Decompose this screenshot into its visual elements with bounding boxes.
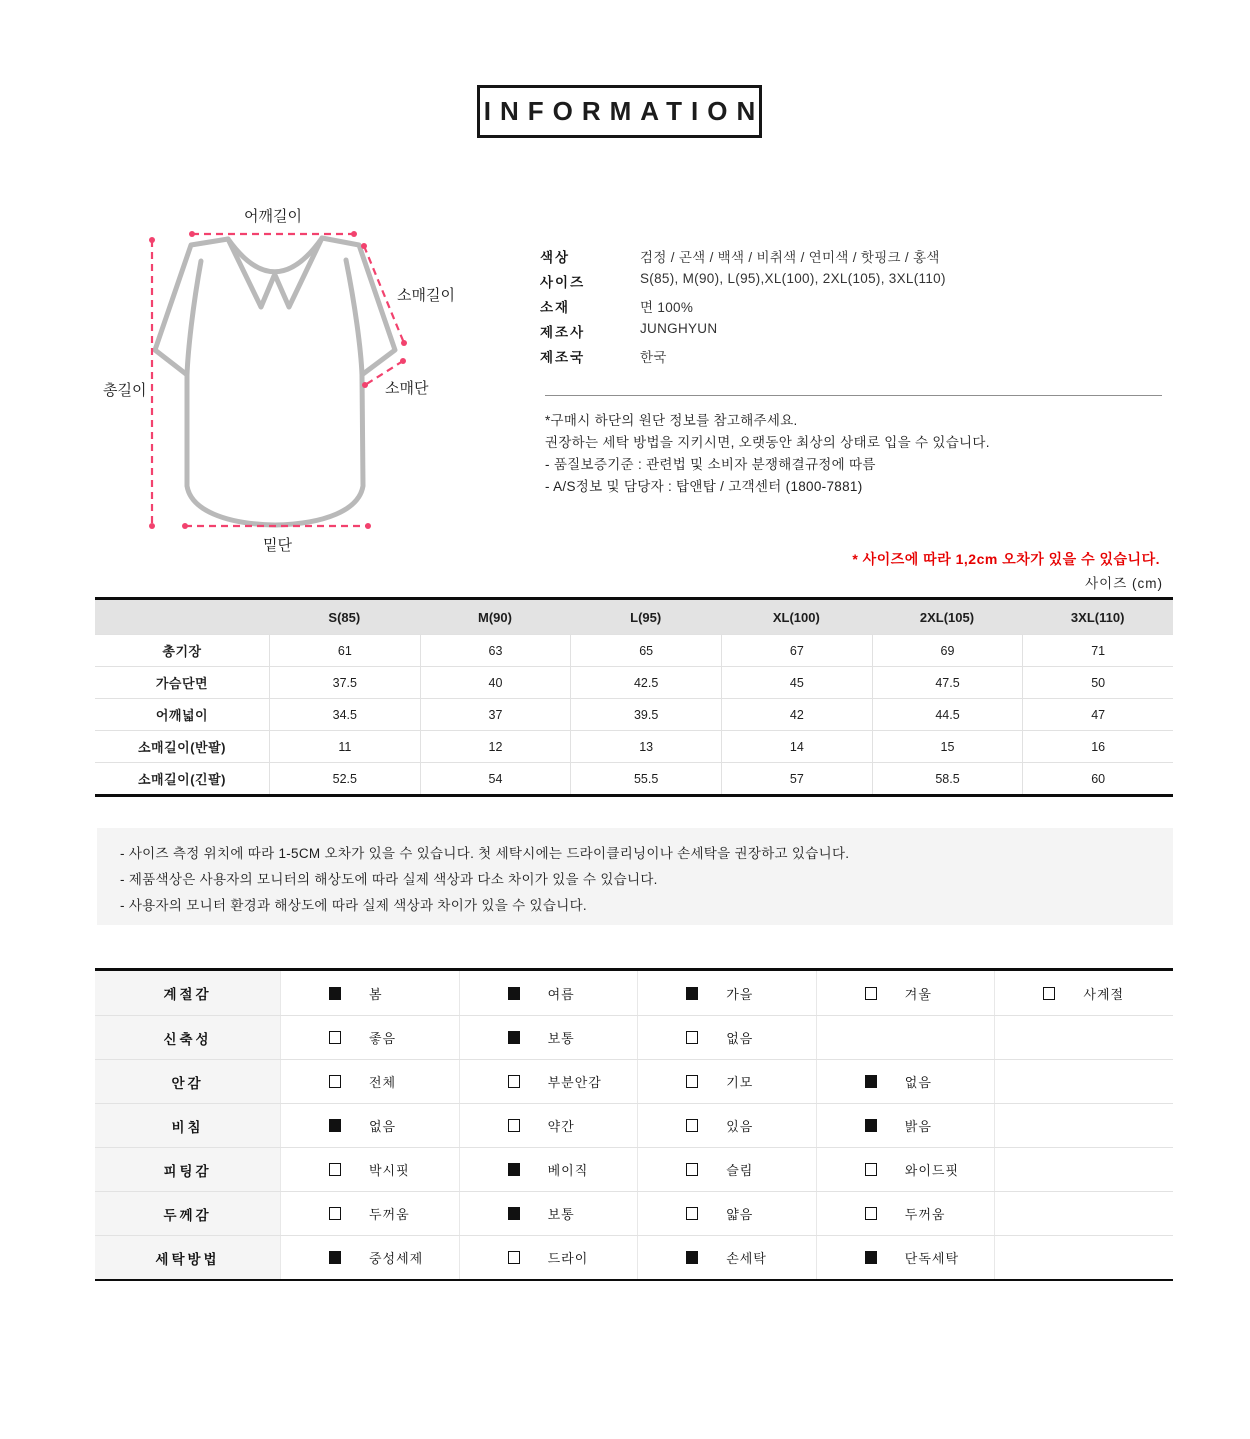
checkbox-unchecked-icon: [329, 1075, 341, 1088]
size-col-header: 3XL(110): [1070, 609, 1125, 625]
attribute-option-cell: [994, 971, 1173, 1015]
attribute-option-label: 사계절: [1083, 986, 1125, 1002]
size-cell-value: 11: [269, 731, 420, 762]
checkbox-unchecked-icon: [865, 1163, 877, 1176]
size-table-row: [95, 634, 1173, 666]
size-cell-value: 69: [872, 635, 1023, 666]
checkbox-unchecked-icon: [686, 1031, 698, 1044]
attribute-option-label: 단독세탁: [904, 1251, 960, 1266]
checkbox-unchecked-icon: [1043, 987, 1055, 1000]
size-table-row: [95, 666, 1173, 698]
size-cell-value: 40: [420, 667, 571, 698]
checkbox-unchecked-icon: [508, 1251, 520, 1264]
size-tolerance-warning: * 사이즈에 따라 1,2cm 오차가 있을 수 있습니다.: [852, 551, 1160, 567]
checkbox-checked-icon: [865, 1251, 877, 1264]
size-cell-value: 34.5: [269, 699, 420, 730]
attribute-option-label: 부분안감: [547, 1075, 602, 1090]
attribute-option-cell: [280, 1016, 459, 1059]
size-cell-value: 42: [721, 699, 872, 730]
size-col-header: XL(100): [772, 609, 820, 625]
checkbox-checked-icon: [508, 987, 520, 1000]
attribute-option-cell: [459, 1104, 638, 1147]
purchase-note-line: - A/S정보 및 담당자 : 탑앤탑 / 고객센터 (1800-7881): [545, 479, 863, 494]
sleeve-cuff-label: 소매단: [385, 380, 429, 397]
size-cell-value: 47: [1022, 699, 1173, 730]
attribute-option-label: 없음: [904, 1075, 932, 1090]
attribute-option-label: 봄: [369, 986, 383, 1002]
product-info-label: 사이즈: [540, 275, 586, 290]
notice-line: - 사용자의 모니터 환경과 해상도에 따라 실제 색상과 차이가 있을 수 있습니다.: [120, 898, 587, 913]
attribute-option-cell: [816, 1016, 995, 1059]
product-info-row: [540, 346, 1170, 371]
attribute-option-cell: [637, 1104, 816, 1147]
checkbox-checked-icon: [329, 987, 341, 1000]
checkbox-checked-icon: [508, 1207, 520, 1220]
purchase-note-line: - 품질보증기준 : 관련법 및 소비자 분쟁해결규정에 따름: [545, 457, 876, 472]
size-table-body: [95, 634, 1173, 794]
attribute-option-label: 없음: [726, 1031, 754, 1046]
attribute-option-cell: [994, 1060, 1173, 1103]
size-cell-value: 52.5: [269, 763, 420, 794]
size-col-header-empty: [95, 600, 269, 634]
attribute-row: [95, 1015, 1173, 1059]
attribute-option-cell: [280, 971, 459, 1015]
size-col-header: L(95): [630, 609, 662, 625]
attribute-option-cell: [280, 1148, 459, 1191]
product-info-label: 제조사: [540, 325, 586, 340]
checkbox-unchecked-icon: [686, 1075, 698, 1088]
attribute-option-cell: [994, 1236, 1173, 1279]
checkbox-unchecked-icon: [865, 1207, 877, 1220]
attribute-option-cell: [637, 1148, 816, 1191]
product-info-row: [540, 296, 1170, 321]
attribute-option-label: 보통: [547, 1207, 575, 1222]
attribute-row: [95, 1059, 1173, 1103]
attribute-option-label: 베이직: [547, 1163, 589, 1178]
product-info-value: S(85), M(90), L(95),XL(100), 2XL(105), 3XL(110): [640, 271, 946, 286]
size-table-row: [95, 730, 1173, 762]
product-info-row: [540, 321, 1170, 346]
size-col-header: M(90): [478, 609, 512, 625]
attribute-option-cell: [459, 1016, 638, 1059]
notice-line: - 사이즈 측정 위치에 따라 1-5CM 오차가 있을 수 있습니다. 첫 세탁시에는 드라이클리닝이나 손세탁을 권장하고 있습니다.: [120, 846, 850, 861]
product-info-label: 소재: [540, 300, 571, 315]
attribute-row-label: 안감: [95, 1060, 280, 1103]
purchase-note-line: *구매시 하단의 원단 정보를 참고해주세요.: [545, 413, 798, 428]
size-cell-value: 14: [721, 731, 872, 762]
attribute-option-label: 기모: [726, 1075, 754, 1090]
attribute-row: [95, 971, 1173, 1015]
checkbox-checked-icon: [508, 1163, 520, 1176]
checkbox-checked-icon: [329, 1251, 341, 1264]
size-table-row: [95, 698, 1173, 730]
size-row-label: 어깨넓이: [155, 708, 209, 723]
attribute-option-label: 얇음: [726, 1207, 754, 1222]
attribute-option-cell: [994, 1148, 1173, 1191]
product-info-label: 색상: [540, 250, 571, 265]
size-cell-value: 55.5: [570, 763, 721, 794]
checkbox-checked-icon: [865, 1119, 877, 1132]
attribute-option-label: 중성세제: [369, 1251, 424, 1266]
checkbox-unchecked-icon: [329, 1163, 341, 1176]
size-cell-value: 61: [269, 635, 420, 666]
notice-box: [97, 828, 1173, 925]
size-cell-value: 16: [1022, 731, 1173, 762]
attribute-option-cell: [816, 1192, 995, 1235]
checkbox-checked-icon: [686, 1251, 698, 1264]
attribute-option-label: 두꺼움: [904, 1207, 946, 1222]
size-row-label: 총기장: [162, 644, 202, 659]
attribute-option-cell: [816, 971, 995, 1015]
size-cell-value: 65: [570, 635, 721, 666]
size-cell-value: 37: [420, 699, 571, 730]
page-title: INFORMATION: [477, 85, 762, 138]
checkbox-checked-icon: [686, 987, 698, 1000]
attribute-option-label: 밝음: [904, 1119, 932, 1134]
purchase-note-line: 권장하는 세탁 방법을 지키시면, 오랫동안 최상의 상태로 입을 수 있습니다.: [545, 435, 990, 450]
product-info-value: 검정 / 곤색 / 백색 / 비취색 / 연미색 / 핫핑크 / 홍색: [640, 250, 940, 265]
shirt-outline-icon: [155, 238, 395, 525]
size-cell-value: 13: [570, 731, 721, 762]
attribute-row: [95, 1191, 1173, 1235]
size-table-row: [95, 762, 1173, 794]
size-row-label: 소매길이(반팔): [137, 740, 226, 755]
size-cell-value: 39.5: [570, 699, 721, 730]
attribute-option-label: 약간: [547, 1119, 575, 1134]
attribute-option-label: 가을: [726, 986, 754, 1002]
size-col-header: 2XL(105): [919, 609, 975, 625]
attribute-option-cell: [816, 1148, 995, 1191]
checkbox-unchecked-icon: [686, 1119, 698, 1132]
attribute-option-label: 겨울: [904, 986, 932, 1002]
size-cell-value: 15: [872, 731, 1023, 762]
size-cell-value: 42.5: [570, 667, 721, 698]
attribute-option-cell: [994, 1104, 1173, 1147]
checkbox-unchecked-icon: [686, 1207, 698, 1220]
total-length-label: 총길이: [103, 382, 147, 399]
size-row-label: 가슴단면: [155, 676, 209, 691]
attribute-option-label: 박시핏: [369, 1163, 410, 1178]
size-cell-value: 44.5: [872, 699, 1023, 730]
attribute-option-cell: [637, 1192, 816, 1235]
size-cell-value: 71: [1022, 635, 1173, 666]
size-cell-value: 60: [1022, 763, 1173, 794]
checkbox-unchecked-icon: [329, 1031, 341, 1044]
attribute-row-label: 비침: [95, 1104, 280, 1147]
attribute-option-label: 좋음: [369, 1031, 397, 1046]
size-cell-value: 37.5: [269, 667, 420, 698]
product-info-value: 면 100%: [640, 300, 694, 315]
attribute-option-cell: [816, 1236, 995, 1279]
attribute-option-label: 손세탁: [726, 1251, 767, 1266]
attribute-option-cell: [280, 1060, 459, 1103]
size-cell-value: 54: [420, 763, 571, 794]
attribute-option-cell: [637, 1016, 816, 1059]
attribute-option-label: 없음: [369, 1119, 397, 1134]
checkbox-checked-icon: [865, 1075, 877, 1088]
size-cell-value: 45: [721, 667, 872, 698]
attribute-row-label: 세탁방법: [95, 1236, 280, 1279]
product-info-value: 한국: [640, 350, 667, 365]
attribute-option-cell: [459, 1148, 638, 1191]
size-unit-label: 사이즈 (cm): [1085, 576, 1163, 591]
section-divider: [545, 395, 1162, 396]
size-table-header: [95, 600, 1173, 634]
size-cell-value: 47.5: [872, 667, 1023, 698]
attribute-option-cell: [994, 1192, 1173, 1235]
size-cell-value: 67: [721, 635, 872, 666]
attribute-option-cell: [637, 1236, 816, 1279]
attribute-option-label: 전체: [369, 1075, 397, 1090]
attribute-option-cell: [637, 1060, 816, 1103]
attribute-option-label: 있음: [726, 1119, 754, 1134]
product-info-row: [540, 246, 1170, 271]
attribute-option-cell: [280, 1192, 459, 1235]
attribute-option-cell: [816, 1060, 995, 1103]
checkbox-unchecked-icon: [329, 1207, 341, 1220]
size-table: [95, 597, 1173, 797]
shoulder-length-label: 어깨길이: [244, 208, 302, 225]
attribute-option-cell: [459, 971, 638, 1015]
size-row-label: 소매길이(긴팔): [137, 772, 226, 787]
attribute-row: [95, 1103, 1173, 1147]
attribute-option-cell: [459, 1192, 638, 1235]
sleeve-length-label: 소매길이: [397, 287, 455, 304]
purchase-notes: [545, 410, 990, 498]
attribute-option-label: 와이드핏: [904, 1163, 960, 1178]
hem-label: 밑단: [263, 537, 292, 554]
attribute-option-label: 두꺼움: [369, 1207, 410, 1222]
attribute-option-cell: [280, 1236, 459, 1279]
size-cell-value: 12: [420, 731, 571, 762]
attribute-option-cell: [459, 1236, 638, 1279]
size-cell-value: 57: [721, 763, 872, 794]
attribute-row: [95, 1235, 1173, 1279]
size-cell-value: 50: [1022, 667, 1173, 698]
size-cell-value: 58.5: [872, 763, 1023, 794]
checkbox-checked-icon: [508, 1031, 520, 1044]
attribute-option-label: 보통: [547, 1031, 575, 1046]
attribute-option-cell: [459, 1060, 638, 1103]
attribute-row-label: 피팅감: [95, 1148, 280, 1191]
attribute-option-cell: [637, 971, 816, 1015]
shirt-diagram-svg: [85, 193, 505, 571]
product-info-value: JUNGHYUN: [640, 321, 718, 336]
garment-measurement-diagram: [85, 193, 505, 571]
attribute-row-label: 두께감: [95, 1192, 280, 1235]
product-info-label: 제조국: [540, 350, 586, 365]
attribute-option-label: 여름: [547, 986, 575, 1002]
attribute-option-cell: [994, 1016, 1173, 1059]
product-info-rows: [540, 246, 1170, 371]
checkbox-checked-icon: [329, 1119, 341, 1132]
notice-line: - 제품색상은 사용자의 모니터의 해상도에 따라 실제 색상과 다소 차이가 있을 수 있습니다.: [120, 872, 658, 887]
product-info-row: [540, 271, 1170, 296]
checkbox-unchecked-icon: [865, 987, 877, 1000]
attribute-option-label: 슬림: [726, 1163, 754, 1178]
attributes-table: [95, 968, 1173, 1281]
checkbox-unchecked-icon: [508, 1119, 520, 1132]
checkbox-unchecked-icon: [508, 1075, 520, 1088]
attribute-option-cell: [280, 1104, 459, 1147]
attribute-option-cell: [816, 1104, 995, 1147]
checkbox-unchecked-icon: [686, 1163, 698, 1176]
size-cell-value: 63: [420, 635, 571, 666]
attribute-row-label: 계절감: [95, 971, 280, 1015]
attribute-row-label: 신축성: [95, 1016, 280, 1059]
size-col-header: S(85): [328, 609, 361, 625]
attribute-option-label: 드라이: [547, 1251, 589, 1266]
attribute-row: [95, 1147, 1173, 1191]
